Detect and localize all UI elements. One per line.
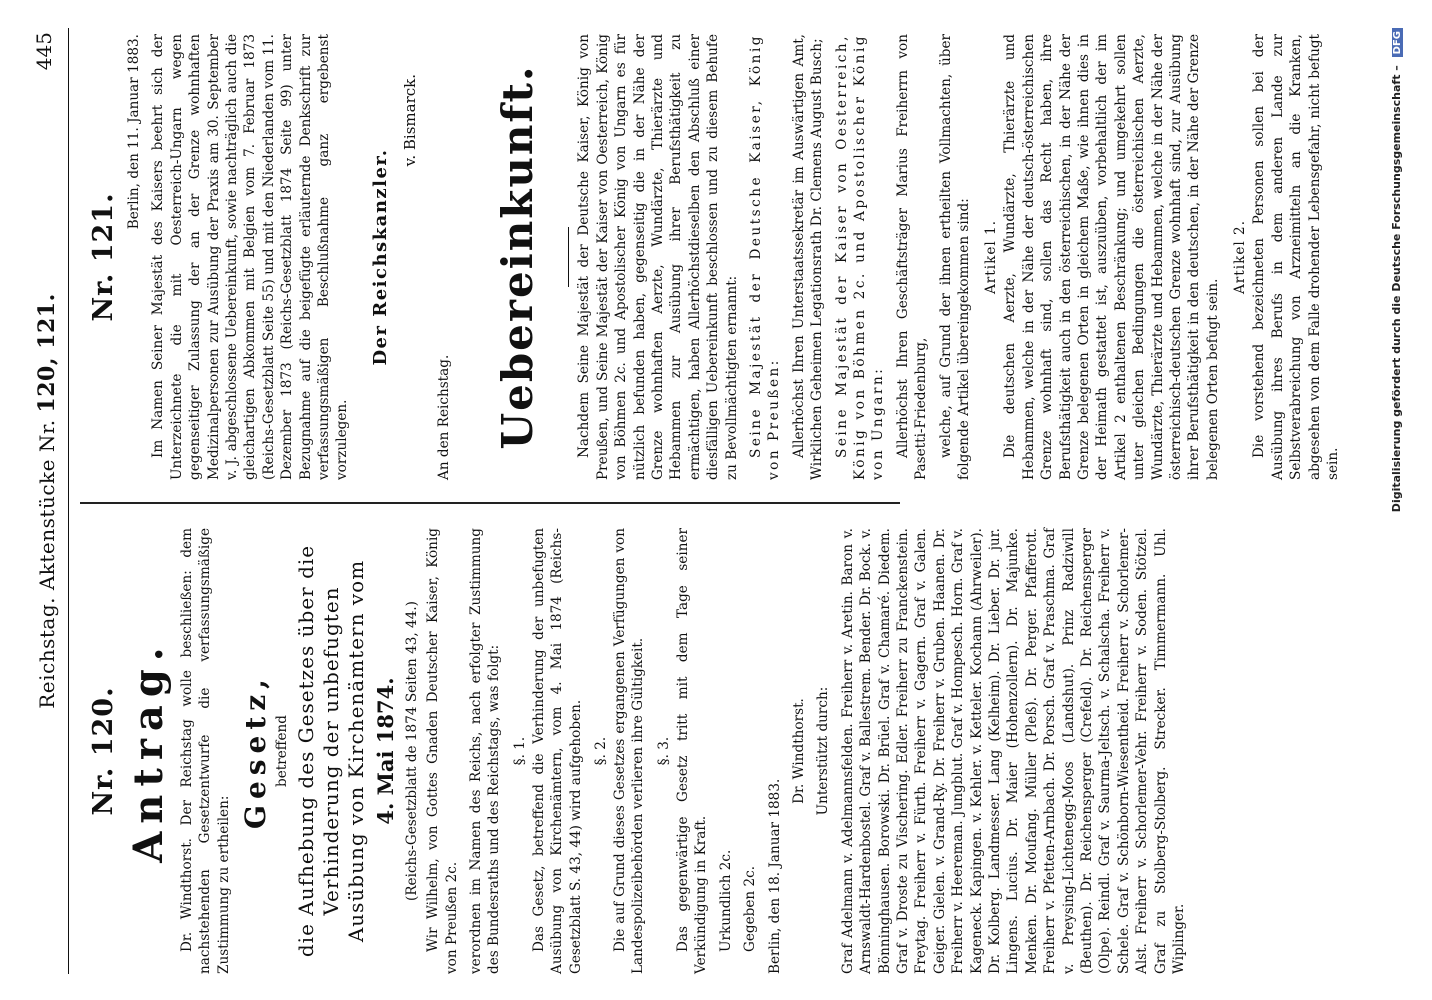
article-2-heading: Artikel 2.: [1232, 219, 1249, 295]
betreffend-label: betreffend: [274, 715, 291, 787]
address-line: An den Reichstag.: [435, 354, 452, 480]
vollmachten-clause: welche, auf Grund der ihnen ertheilten Vollmachten, über folgende Artikel übereingekommen sind:: [937, 34, 972, 480]
german-party: Seine Majestät der Deutsche Kaiser, König von Preußen:: [747, 34, 783, 480]
berlin-date: Berlin, den 18. Januar 1883.: [766, 778, 783, 974]
article-1-heading: Artikel 1.: [983, 219, 1000, 295]
article-2-text: Die vorstehend bezeichneten Personen sollen bei der Ausübung ihres Berufs in dem anderen Lande zur Selbstverabreichung von Arzneimitteln an die Kranken, abgesehen von dem Falle drohender Lebensgefahr, nicht befugt sein.: [1251, 34, 1341, 480]
page-number: 445: [32, 32, 56, 71]
column-nr-120: [80, 528, 1188, 974]
law-reference: (Reichs-Gesetzblatt de 1874 Seiten 43, 44.): [404, 601, 421, 901]
section-2-mark: §. 2.: [593, 736, 610, 766]
column-divider: [80, 503, 900, 505]
section-1-mark: §. 1.: [511, 736, 528, 766]
nr-120-number: Nr. 120.: [88, 686, 119, 816]
reichskanzler-signature-title: Der Reichskanzler.: [369, 148, 391, 366]
bismarck-signature: v. Bismarck.: [400, 74, 419, 167]
page-header: [28, 28, 69, 974]
preamble-continued: verordnen im Namen des Reichs, nach erfolgter Zustimmung des Bundesraths und des Reichstags, was folgt:: [468, 528, 503, 974]
signatories-list: Graf Adelmann v. Adelmannsfelden. Freiherr v. Aretin. Baron v. Arnswaldt-Hardenbostel. Graf v. Ballestrem. Bender. Dr. Bock. v. Bönninghausen. Borowski. Dr. Brüel. Graf v. Chamaré. Diedem. Graf v. Droste zu Vischering. Edler. Freiherr zu Franckenstein. Freytag. Freiherr v. Fürth. Freiherr v. Gagern. Graf v. Galen. Geiger. Gielen. v. Grand-Ry. Dr. Freiherr v. Gruben. Haanen. Dr. Freiherr v. Heereman. Jungblut. Graf v. Hompesch. Horn. Graf v. Kageneck. Kapingen. v. Kehler. v. Ketteler. Kochann (Ahrweiler). Dr. Kolberg. Landmesser. Lang (Kelheim). Dr. Lieber. Dr. jur. Lingens. Lucius. Dr. Maier (Hohenzollern). Dr. Majunke. Menken. Dr. Moufang. Müller (Pleß). Dr. Perger. Pfafferott. Freiherr v. Pfetten-Arnbach. Dr. Porsch. Graf v. Praschma. Graf v. Preysing-Lichtenegg-Moos (Landshut). Prinz Radziwill (Beuthen). Dr. Reichensperger (Crefeld). Dr. Reichensperger (Olpe). Reindl. Graf v. Saurma-Jeltsch. v. Schalscha. Freiherr v. Schele. Graf v. Schönborn-Wiesentheid. Freiherr v. Schorlemer-Alst. Freiherr v. Schorlemer-Vehr. Freiherr v. Soden. Stötzel. Graf zu Stolberg-Stolberg. Strecker. Timmermann. Uhl. Wiplinger.: [839, 528, 1188, 974]
running-head-numbers: 120, 121.: [34, 293, 60, 413]
urkundlich: Urkundlich 2c.: [717, 849, 734, 952]
nr-120-intro: Dr. Windthorst. Der Reichstag wolle beschließen: dem nachstehenden Gesetzentwurfe die verfassungsmäßige Zustimmung zu ertheilen:: [179, 528, 232, 974]
nr-121-number: Nr. 121.: [88, 192, 119, 322]
signer: Dr. Windthorst.: [790, 698, 807, 804]
title-rule: [568, 227, 569, 287]
digitization-text: Digitalisierung gefördert durch die Deutsche Forschungsgemeinschaft –: [1390, 65, 1403, 513]
law-title: die Aufhebung des Gesetzes über die Verhinderung der unbefugten Ausübung von Kirchenämtern vom: [294, 544, 369, 958]
preamble: Wir Wilhelm, von Gottes Gnaden Deutscher Kaiser, König von Preußen 2c.: [425, 528, 460, 974]
german-delegate: Allerhöchst Ihren Unterstaatssekretär im Auswärtigen Amt, Wirklichen Geheimen Legationsrath Dr. Clemens August Busch;: [790, 34, 826, 480]
digitization-note: [1390, 0, 1430, 1000]
section-2-text: Die auf Grund dieses Gesetzes ergangenen Verfügungen von Landespolizeibehörden verlieren ihre Gültigkeit.: [612, 528, 647, 974]
uebereinkunft-intro: Nachdem Seine Majestät der Deutsche Kaiser, König von Preußen, und Seine Majestät der Kaiser von Oesterreich, König von Böhmen 2c. und Apostolischer König von Ungarn es für nützlich befunden haben, gegenseitig die in der Nähe der Grenze wohnhaften Aerzte, Wundärzte, Thierärzte und Hebammen zur Ausübung ihrer Berufsthätigkeit zu ermächtigen, haben Allerhöchstdieselben den Abschluß einer diesfälligen Uebereinkunft beschlossen und zu diesem Behufe zu Bevollmächtigten ernannt:: [576, 34, 740, 480]
article-1-text: Die deutschen Aerzte, Wundärzte, Thierärzte und Hebammen, welche in der Nähe der deutsch-österreichischen Grenze wohnhaft sind, sollen das Recht haben, ihre Berufsthätigkeit auch in den österreichischen, in der Nähe der Grenze belegenen Orten in gleichem Maße, wie ihnen dies in der Heimath gestattet ist, auszuüben, vorbehaltlich der im Artikel 2 enthaltenen Beschränkung; und umgekehrt sollen unter gleichen Bedingungen die österreichischen Aerzte, Wundärzte, Thierärzte und Hebammen, welche in der Nähe der österreichisch-deutschen Grenze wohnhaft sind, zur Ausübung ihrer Berufsthätigkeit in den deutschen, in der Nähe der Grenze belegenen Orten befugt sein.: [1002, 34, 1221, 480]
dfg-logo: DFG: [1392, 28, 1403, 57]
supported-by-label: Unterstützt durch:: [815, 686, 832, 816]
nr-121-intro: Im Namen Seiner Majestät des Kaisers beehrt sich der Unterzeichnete die mit Oesterreich-Ungarn wegen gegenseitiger Zulassung der an der Grenze wohnhaften Medizinalpersonen zur Ausübung der Praxis am 30. September v. J. abgeschlossene Uebereinkunft, sowie nachträglich auch die gleichartigen Abkommen mit Belgien vom 7. Februar 1873 (Reichs-Gesetzblatt Seite 55) und mit den Niederlanden vom 11. Dezember 1873 (Reichs-Gesetzblatt 1874 Seite 99) unter Bezugnahme auf die beigefügte erläuternde Denkschrift zur verfassungsmäßigen Beschlußnahme ganz ergebenst vorzulegen.: [150, 34, 351, 480]
column-nr-121: [80, 34, 1348, 480]
section-3-text: Das gegenwärtige Gesetz tritt mit dem Tage seiner Verkündigung in Kraft.: [674, 528, 710, 974]
gesetz-heading: Gesetz,: [239, 673, 273, 829]
gegeben: Gegeben 2c.: [742, 865, 759, 952]
nr-120-title: Antrag.: [125, 639, 172, 863]
law-date: 4. Mai 1874.: [373, 677, 399, 825]
nr-121-date: Berlin, den 11. Januar 1883.: [126, 34, 142, 230]
section-3-mark: §. 3.: [655, 736, 672, 766]
austrian-party: Seine Majestät der Kaiser von Oesterreich, König von Böhmen 2c. und Apostolischer König von Ungarn:: [833, 34, 887, 480]
austrian-delegate: Allerhöchst Ihren Geschäftsträger Marius Freiherrn von Pasetti-Friedenburg,: [894, 34, 930, 480]
running-head: [34, 28, 60, 974]
section-1-text: Das Gesetz, betreffend die Verhinderung der unbefugten Ausübung von Kirchenämtern, vom 4. Mai 1874 (Reichs-Gesetzblatt S. 43, 44) wird aufgehoben.: [530, 528, 584, 974]
uebereinkunft-title: Uebereinkunft.: [493, 64, 543, 450]
running-head-prefix: Reichstag. Aktenstücke Nr.: [35, 419, 59, 709]
